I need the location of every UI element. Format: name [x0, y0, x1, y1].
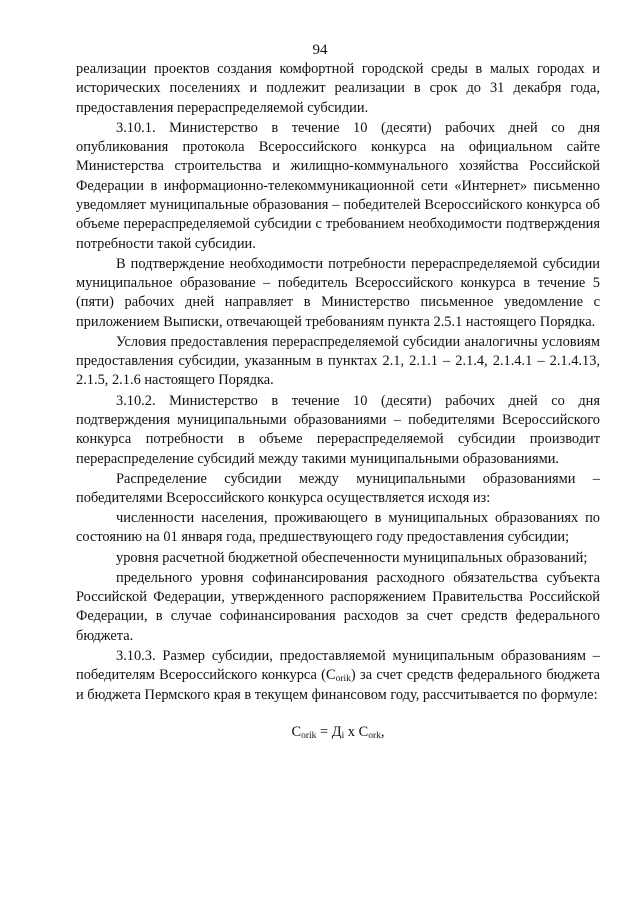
paragraph-text: ) за счет средств федерального бюджета и бюджета Пермского края в текущем финансовом году, рассчитывается по формуле: [76, 667, 600, 703]
subscript: orik [335, 674, 351, 685]
paragraph: реализации проектов создания комфортной городской среды в малых городах и исторических поселениях и подлежит реализации в срок до 31 декабря года, предоставления перераспределяемой субсидии. [76, 61, 600, 116]
subscript: orik [301, 730, 317, 741]
formula-end: , [380, 723, 385, 740]
paragraph: Условия предоставления перераспределяемой субсидии аналогичны условиям предоставления субсидии, указанным в пунктах 2.1, 2.1.1 – 2.1.4, 2.1.4.1 – 2.1.4.13, 2.1.5, 2.1.6 настоящего Порядка. [76, 333, 600, 389]
formula-mult: x C [344, 723, 369, 740]
paragraph: предельного уровня софинансирования расходного обязательства субъекта Российской Федерации, утвержденного распоряжением Правительства Российской Федерации, в случае софинансирования расходов за счет средств федерального бюджета. [76, 569, 600, 644]
paragraph: 3.10.1. Министерство в течение 10 (десяти) рабочих дней со дня опубликования протокола Всероссийского конкурса на официальном сайте Министерства строительства и жилищно-коммунального хозяйства Российской Федерации в информационно-телекоммуникационной сети «Интернет» письменно уведомляет муниципальные образования – победителей Всероссийского конкурса об объеме перераспределяемой субсидии с требованием необходимости подтверждения потребности такой субсидии. [76, 119, 600, 252]
formula-lhs: C [291, 723, 302, 740]
paragraph: В подтверждение необходимости потребности перераспределяемой субсидии муниципальное образование – победитель Всероссийского конкурса в течение 5 (пяти) рабочих дней направляет в Министерство письменное уведомление с приложением Выписки, отвечающей требованиям пункта 2.5.1 настоящего Порядка. [76, 255, 600, 330]
paragraph: Распределение субсидии между муниципальными образованиями – победителями Всероссийского конкурса осуществляется исходя из: [76, 470, 600, 506]
subscript: ork [368, 730, 381, 741]
formula-eq: = Д [316, 723, 342, 740]
subscript: i [341, 730, 345, 741]
page-number: 94 [312, 42, 328, 58]
paragraph [76, 647, 600, 705]
paragraph: 3.10.2. Министерство в течение 10 (десяти) рабочих дней со дня подтверждения муниципальными образованиями – победителями Всероссийского конкурса потребности в объеме перераспределяемой субсидии производит перераспределение субсидий между такими муниципальными образованиями. [76, 392, 600, 467]
paragraph-text: 3.10.3. Размер субсидии, предоставляемой муниципальным образованиям – победителям Всероссийского конкурса (C [76, 647, 600, 684]
paragraph: уровня расчетной бюджетной обеспеченности муниципальных образований; [116, 549, 588, 566]
document-body [76, 60, 600, 742]
paragraph: численности населения, проживающего в муниципальных образованиях по состоянию на 01 января года, предшествующего году предоставления субсидии; [76, 510, 600, 546]
formula [76, 723, 600, 742]
